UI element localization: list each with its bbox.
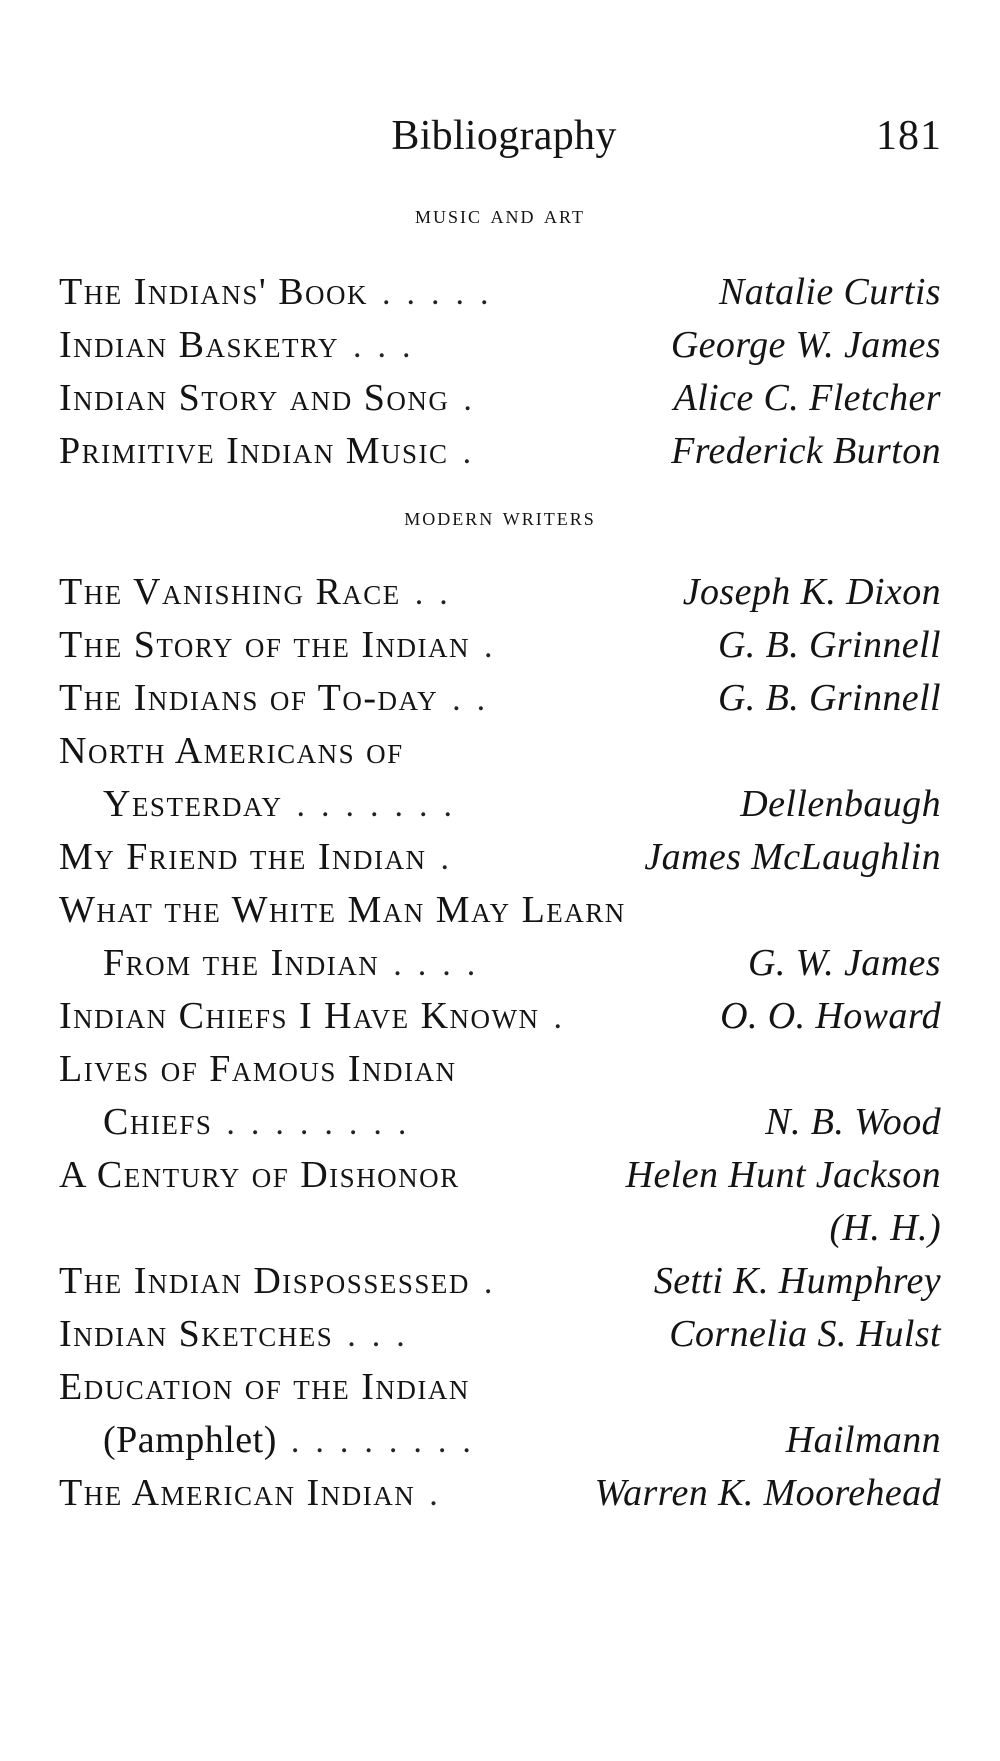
entry-title: Indian Sketches (59, 1313, 334, 1355)
dot-leader: ....... (296, 787, 468, 824)
entry-author: Dellenbaugh (740, 783, 941, 825)
bibliography-entry (59, 1467, 941, 1520)
entry-title: Indian Chiefs I Have Known (59, 995, 540, 1037)
dot-leader: ..... (382, 275, 505, 312)
entry-author-continued: (H. H.) (829, 1207, 941, 1249)
entry-title: The Story of the Indian (59, 624, 470, 666)
bibliography-entry (59, 1308, 941, 1361)
entry-title: Primitive Indian Music (59, 430, 449, 472)
entry-title: Indian Story and Song (59, 377, 450, 419)
entry-title: The American Indian (59, 1472, 416, 1514)
entry-author: G. B. Grinnell (717, 677, 941, 719)
dot-leader: . (483, 1264, 509, 1301)
bibliography-entry (59, 778, 941, 831)
entry-author: G. W. James (748, 942, 941, 984)
bibliography-entry-title-line (59, 1361, 941, 1414)
entry-author: Setti K. Humphrey (653, 1260, 941, 1302)
bibliography-entry (59, 1149, 941, 1202)
entry-title-continued: Chiefs (103, 1101, 213, 1143)
entry-title: The Indians' Book (59, 271, 369, 313)
dot-leader: . (462, 434, 488, 471)
entry-author: James McLaughlin (644, 836, 941, 878)
dot-leader: . (440, 840, 466, 877)
bibliography-entry-title-line (59, 725, 941, 778)
bibliography-entry (59, 566, 941, 619)
section-heading-music-and-art: music and art (415, 200, 585, 229)
entry-author: Helen Hunt Jackson (625, 1154, 941, 1196)
bibliography-entry (59, 672, 941, 725)
bibliography-entry (59, 1096, 941, 1149)
page-number: 181 (876, 113, 942, 159)
bibliography-entry (59, 319, 941, 372)
dot-leader: ... (353, 328, 427, 365)
dot-leader: . (484, 628, 509, 665)
entry-title: What the White Man May Learn (59, 889, 626, 931)
running-head (0, 112, 1000, 172)
bibliography-entry-title-line (59, 1043, 941, 1096)
entry-author: O. O. Howard (720, 995, 941, 1037)
entry-title: The Indians of To-day (59, 677, 439, 719)
entry-title: Education of the Indian (59, 1366, 470, 1408)
bibliography-entry (59, 619, 941, 672)
entry-author: Natalie Curtis (718, 271, 941, 313)
entry-author: George W. James (670, 324, 941, 366)
entry-author: Frederick Burton (671, 430, 941, 472)
bibliography-entry-author-line (59, 1202, 941, 1255)
bibliography-entry (59, 990, 941, 1043)
bibliography-entry (59, 372, 941, 425)
dot-leader: .... (393, 946, 492, 983)
bibliography-entry (59, 266, 941, 319)
entry-author: Alice C. Fletcher (673, 377, 941, 419)
bibliography-entry-title-line (59, 884, 941, 937)
dot-leader: . (553, 999, 579, 1036)
dot-leader: ........ (226, 1105, 423, 1142)
entry-title-continued: From the Indian (103, 942, 380, 984)
dot-leader: .. (414, 575, 464, 612)
dot-leader: .. (452, 681, 502, 718)
entry-author: G. B. Grinnell (717, 624, 941, 666)
entry-author: Hailmann (785, 1419, 941, 1461)
bibliography-list-music-and-art (59, 266, 941, 478)
entry-author: Cornelia S. Hulst (669, 1313, 941, 1355)
bibliography-entry (59, 937, 941, 990)
bibliography-list-modern-writers (59, 566, 941, 1520)
bibliography-entry (59, 1255, 941, 1308)
entry-author: Joseph K. Dixon (682, 571, 941, 613)
entry-author: N. B. Wood (765, 1101, 941, 1143)
dot-leader: . (463, 381, 488, 418)
entry-author: Warren K. Moorehead (594, 1472, 941, 1514)
entry-title-continued: Yesterday (103, 783, 283, 825)
entry-title: The Indian Dispossessed (59, 1260, 470, 1302)
entry-title: Indian Basketry (59, 324, 340, 366)
bibliography-entry (59, 1414, 941, 1467)
bibliography-entry (59, 425, 941, 478)
dot-leader: ........ (290, 1423, 487, 1460)
section-heading-modern-writers: modern writers (404, 502, 596, 531)
dot-leader: ... (347, 1317, 421, 1354)
entry-title-continued: (Pamphlet) (103, 1419, 277, 1461)
dot-leader: . (429, 1476, 454, 1513)
entry-title: The Vanishing Race (59, 571, 401, 613)
entry-title: A Century of Dishonor (59, 1154, 460, 1196)
entry-title: My Friend the Indian (59, 836, 427, 878)
entry-title: Lives of Famous Indian (59, 1048, 457, 1090)
running-title: Bibliography (391, 113, 617, 159)
entry-title: North Americans of (59, 730, 404, 772)
bibliography-entry (59, 831, 941, 884)
